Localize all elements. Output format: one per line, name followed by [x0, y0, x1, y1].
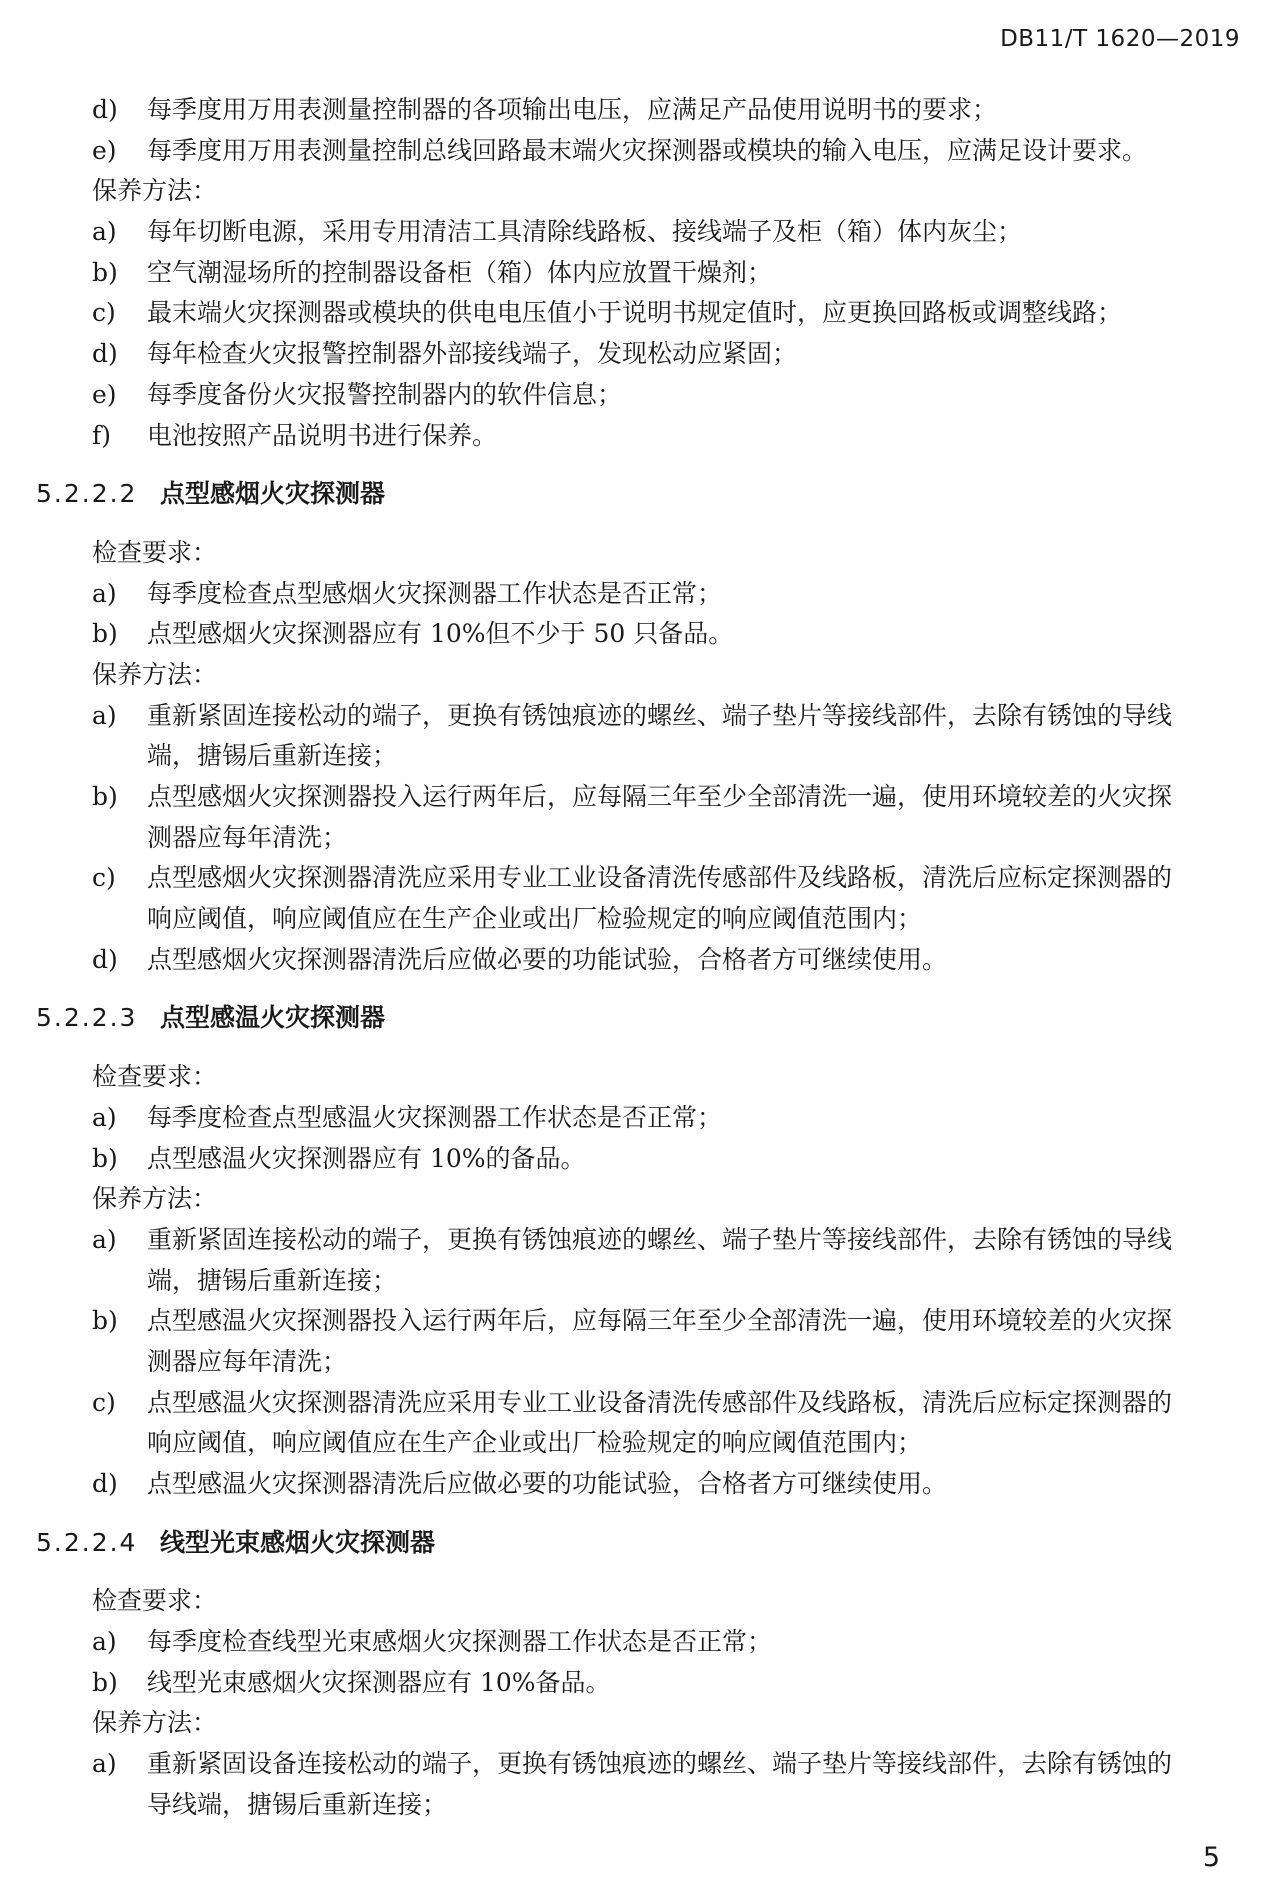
item-text: 点型感温火灾探测器清洗应采用专业工业设备清洗传感部件及线路板，清洗后应标定探测器的: [147, 1387, 1173, 1417]
item-label: d): [92, 339, 118, 369]
item-label: a): [92, 1224, 117, 1254]
subsection-intro: 检查要求：: [92, 1586, 218, 1616]
list-item: [0, 1220, 1280, 1261]
item-label: e): [92, 135, 117, 165]
item-label: b): [92, 619, 118, 649]
subsection-intro: 保养方法：: [92, 1184, 218, 1214]
item-text: 每季度检查线型光束感烟火灾探测器工作状态是否正常；: [147, 1627, 773, 1657]
list-item: [0, 334, 1280, 375]
item-label: b): [92, 1667, 118, 1697]
item-text: 每季度用万用表测量控制器的各项输出电压，应满足产品使用说明书的要求；: [147, 95, 998, 124]
section-title: 点型感烟火灾探测器: [160, 479, 386, 509]
list-item: [0, 1622, 1280, 1663]
section-number: 5.2.2.4: [36, 1527, 138, 1557]
list-item: [0, 696, 1280, 737]
list-item: [0, 1301, 1280, 1342]
page-content: [0, 90, 1280, 1826]
item-label: b): [92, 257, 118, 287]
item-text: 线型光束感烟火灾探测器应有 10%备品。: [147, 1667, 611, 1697]
section-title: 点型感温火灾探测器: [160, 1003, 386, 1033]
item-text: 每季度用万用表测量控制总线回路最末端火灾探测器或模块的输入电压，应满足设计要求。: [147, 135, 1148, 165]
list-item: [0, 375, 1280, 416]
item-label: f): [92, 420, 112, 450]
item-text: 重新紧固设备连接松动的端子，更换有锈蚀痕迹的螺丝、端子垫片等接线部件，去除有锈蚀的: [147, 1749, 1173, 1779]
item-label: b): [92, 1143, 118, 1173]
section-heading: [0, 474, 1280, 515]
item-text: 每季度检查点型感温火灾探测器工作状态是否正常；: [147, 1102, 723, 1132]
list-item: [0, 1098, 1280, 1139]
item-label: c): [92, 863, 116, 893]
item-text: 每年检查火灾报警控制器外部接线端子，发现松动应紧固；: [147, 339, 798, 369]
section-heading: [0, 998, 1280, 1039]
section-number: 5.2.2.2: [36, 479, 138, 509]
item-label: a): [92, 1102, 117, 1132]
list-item: [0, 90, 1280, 131]
item-text: 点型感温火灾探测器清洗后应做必要的功能试验，合格者方可继续使用。: [147, 1469, 948, 1498]
item-text: 每年切断电源，采用专用清洁工具清除线路板、接线端子及柜（箱）体内灰尘；: [147, 217, 1023, 247]
item-label: c): [92, 1387, 116, 1417]
item-text: 点型感烟火灾探测器应有 10%但不少于 50 只备品。: [147, 619, 734, 649]
list-item-continuation: 响应阈值，响应阈值应在生产企业或出厂检验规定的响应阈值范围内；: [147, 904, 923, 934]
item-label: a): [92, 1749, 117, 1779]
item-label: e): [92, 379, 117, 409]
subsection-intro: 保养方法：: [92, 659, 218, 689]
list-item: [0, 614, 1280, 655]
item-text: 点型感烟火灾探测器清洗后应做必要的功能试验，合格者方可继续使用。: [147, 944, 948, 974]
page-number: 5: [1202, 1842, 1220, 1873]
list-item: [0, 858, 1280, 899]
item-text: 重新紧固连接松动的端子，更换有锈蚀痕迹的螺丝、端子垫片等接线部件，去除有锈蚀的导线: [147, 700, 1173, 730]
item-text: 点型感温火灾探测器投入运行两年后，应每隔三年至少全部清洗一遍，使用环境较差的火灾探: [147, 1306, 1173, 1336]
item-text: 重新紧固连接松动的端子，更换有锈蚀痕迹的螺丝、端子垫片等接线部件，去除有锈蚀的导线: [147, 1224, 1173, 1254]
list-item: [0, 1663, 1280, 1704]
list-item: [0, 777, 1280, 818]
item-text: 电池按照产品说明书进行保养。: [147, 420, 498, 450]
item-label: a): [92, 578, 117, 608]
item-label: a): [92, 1627, 117, 1657]
item-text: 点型感烟火灾探测器清洗应采用专业工业设备清洗传感部件及线路板，清洗后应标定探测器的: [147, 863, 1173, 893]
item-text: 点型感温火灾探测器应有 10%的备品。: [147, 1143, 586, 1173]
list-item-continuation: 响应阈值，响应阈值应在生产企业或出厂检验规定的响应阈值范围内；: [147, 1428, 923, 1458]
list-item-continuation: 端，搪锡后重新连接；: [147, 741, 398, 771]
item-text: 每季度检查点型感烟火灾探测器工作状态是否正常；: [147, 578, 723, 608]
item-text: 空气潮湿场所的控制器设备柜（箱）体内应放置干燥剂；: [147, 257, 773, 287]
list-item: [0, 416, 1280, 457]
section-number: 5.2.2.3: [36, 1003, 138, 1033]
list-item: [0, 574, 1280, 615]
subsection-intro: 保养方法：: [92, 176, 218, 206]
list-item: [0, 253, 1280, 294]
item-label: a): [92, 700, 117, 730]
subsection-intro: 保养方法：: [92, 1708, 218, 1738]
item-label: d): [92, 95, 118, 124]
list-item: [0, 131, 1280, 172]
list-item: [0, 212, 1280, 253]
item-label: a): [92, 217, 117, 247]
subsection-intro: 检查要求：: [92, 1062, 218, 1092]
item-text: 最末端火灾探测器或模块的供电电压值小于说明书规定值时，应更换回路板或调整线路；: [147, 298, 1123, 328]
list-item: [0, 940, 1280, 981]
list-item: [0, 1139, 1280, 1180]
item-text: 点型感烟火灾探测器投入运行两年后，应每隔三年至少全部清洗一遍，使用环境较差的火灾探: [147, 782, 1173, 811]
item-label: b): [92, 1306, 118, 1336]
list-item: [0, 1464, 1280, 1505]
list-item-continuation: 测器应每年清洗；: [147, 1346, 348, 1376]
list-item: [0, 293, 1280, 334]
list-item-continuation: 导线端，搪锡后重新连接；: [147, 1789, 448, 1819]
list-item: [0, 1383, 1280, 1424]
item-text: 每季度备份火灾报警控制器内的软件信息；: [147, 379, 623, 409]
item-label: d): [92, 1469, 118, 1498]
list-item-continuation: 端，搪锡后重新连接；: [147, 1265, 398, 1295]
section-title: 线型光束感烟火灾探测器: [160, 1527, 436, 1557]
section-heading: [0, 1523, 1280, 1564]
item-label: c): [92, 298, 116, 328]
list-item: [0, 1744, 1280, 1785]
item-label: b): [92, 782, 118, 811]
document-code: DB11/T 1620—2019: [1000, 26, 1240, 52]
subsection-intro: 检查要求：: [92, 537, 218, 567]
item-label: d): [92, 944, 118, 974]
list-item-continuation: 测器应每年清洗；: [147, 822, 348, 852]
